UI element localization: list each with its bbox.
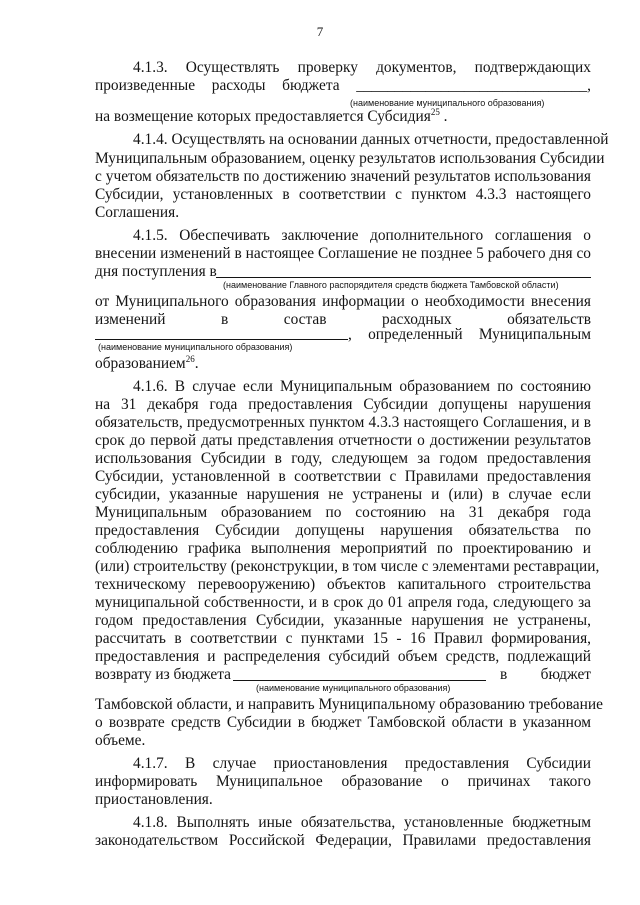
- blank-field-line: [95, 339, 348, 340]
- page-number: 7: [316, 24, 324, 39]
- text-line: 4.1.3. Осуществлять проверку документов, подтверждающих: [133, 59, 591, 76]
- text-line: соблюдению графика выполнения мероприятий по проектированию и: [95, 540, 591, 557]
- text-line: (или) строительству (реконструкции, в том числе с элементами реставрации,: [95, 558, 600, 575]
- text-line: предоставления и распределения субсидий объем средств, подлежащий: [95, 648, 591, 665]
- field-caption: (наименование муниципального образования): [256, 683, 451, 693]
- text-line: информировать Муниципальное образование о причинах такого: [95, 773, 591, 790]
- text-line: 4.1.7. В случае приостановления предоставления Субсидии: [133, 755, 591, 772]
- text-line: объеме.: [95, 732, 146, 749]
- text-line: от Муниципального образования информации о необходимости внесения: [95, 293, 591, 310]
- text-line: 4.1.8. Выполнять иные обязательства, установленные бюджетным: [133, 814, 591, 831]
- text-line: обязательств, предусмотренных пунктом 4.3.3 настоящего Соглашения, и в: [95, 414, 591, 431]
- text-line: приостановления.: [95, 791, 213, 808]
- footnote-ref: 26: [185, 353, 195, 364]
- text-line: Субсидии, установленной в соответствии с Правилами предоставления: [95, 468, 591, 485]
- blank-field-line: [233, 680, 486, 681]
- text-line: предоставления Субсидии допущены нарушения обязательства по: [95, 522, 591, 539]
- field-caption: (наименование муниципального образования): [350, 98, 545, 108]
- text-line: Муниципальным образованием по состоянию на 31 декабря года: [95, 504, 591, 521]
- text-line: произведенные расходы бюджета ______________________________,: [95, 77, 591, 94]
- footnote-ref: 25: [430, 106, 440, 117]
- text-line: на возмещение которых предоставляется Субсидия$^{25}$ .: [95, 106, 448, 125]
- text-line: изменений в состав расходных обязательств: [95, 311, 591, 328]
- text-line: образованием$^{26}$.: [95, 353, 199, 372]
- text-line: муниципальной собственности, и в срок до 01 апреля года, следующего за: [95, 594, 591, 611]
- text-line: Муниципальным образованием, оценку результатов использования Субсидии: [95, 150, 605, 167]
- text-line: субсидии, указанные нарушения не устранены и (или) в случае если: [95, 486, 591, 503]
- text-line: Тамбовской области, и направить Муниципальному образованию требование: [95, 696, 603, 713]
- field-caption: (наименование Главного распорядителя средств бюджета Тамбовской области): [223, 280, 559, 290]
- text-line: годом предоставления Субсидии, указанные нарушения не устранены,: [95, 612, 591, 629]
- text-line: возврату из бюджета: [95, 666, 231, 683]
- text-line: дня поступления в: [95, 263, 217, 280]
- text-line: Соглашения.: [95, 204, 180, 221]
- text-line: срок до первой даты представления отчетности о достижении результатов: [95, 432, 591, 449]
- blank-field-line: [216, 277, 591, 278]
- text-line: , определенный Муниципальным: [348, 326, 591, 343]
- text-line: 4.1.6. В случае если Муниципальным образованием по состоянию: [133, 378, 591, 395]
- text-line: техническому перевооружению) объектов капитального строительства: [95, 576, 591, 593]
- text-line: внесении изменений в настоящее Соглашение не позднее 5 рабочего дня со: [95, 245, 591, 262]
- text-line: 4.1.5. Обеспечивать заключение дополнительного соглашения о: [133, 227, 591, 244]
- text-line: в бюджет: [500, 666, 591, 683]
- field-caption: (наименование муниципального образования): [98, 342, 293, 352]
- text-line: 4.1.4. Осуществлять на основании данных отчетности, предоставленной: [133, 131, 609, 148]
- text-line: с учетом обязательств по достижению значений результатов использования: [95, 168, 591, 185]
- text-line: на 31 декабря года предоставления Субсидии допущены нарушения: [95, 396, 591, 413]
- text-line: использования Субсидии в году, следующем за годом предоставления: [95, 450, 591, 467]
- text-line: о возврате средств Субсидии в бюджет Тамбовской области в указанном: [95, 714, 591, 731]
- text-line: Субсидии, установленных в соответствии с пунктом 4.3.3 настоящего: [95, 186, 591, 203]
- text-line: рассчитать в соответствии с пунктами 15 - 16 Правил формирования,: [95, 630, 591, 647]
- text-line: законодательством Российской Федерации, Правилами предоставления: [95, 832, 591, 849]
